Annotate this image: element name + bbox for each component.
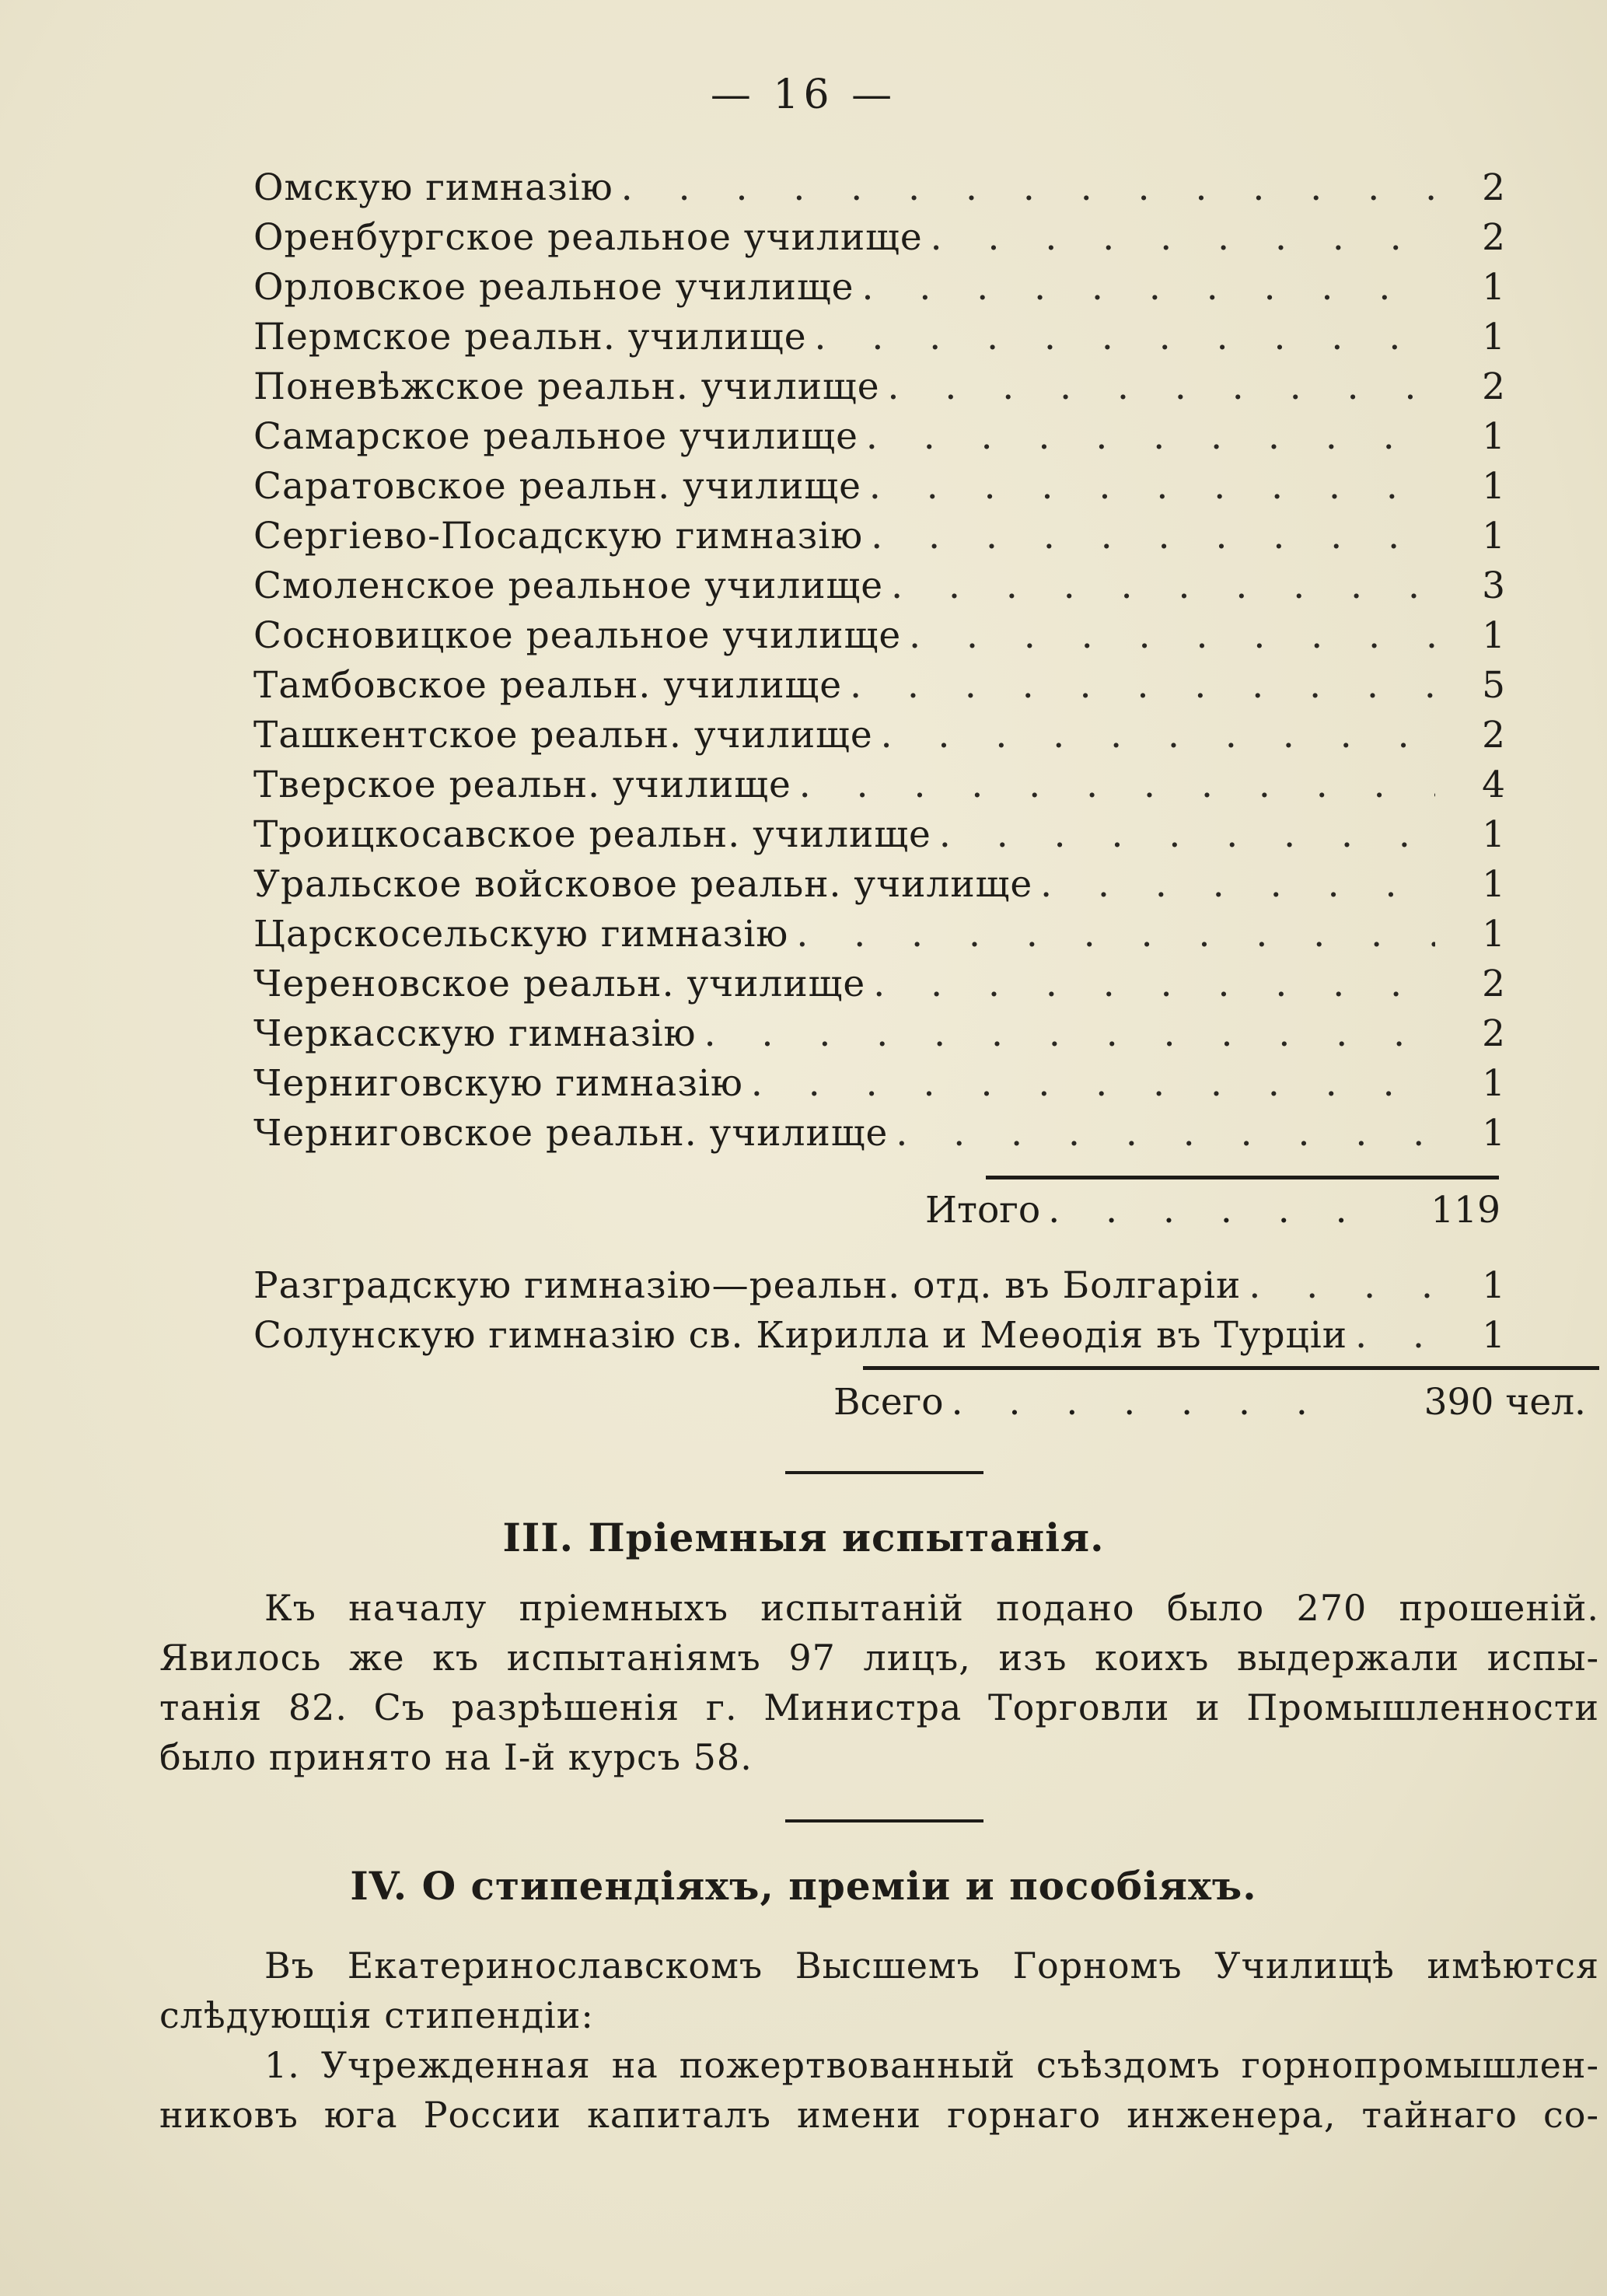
school-list (253, 163, 1505, 1158)
list-item (253, 959, 1505, 1009)
paragraph-line: было принято на I-й курсъ 58. (159, 1736, 753, 1778)
dot-leader (871, 512, 1435, 561)
subtotal-row (925, 1186, 1500, 1235)
section-divider (785, 1819, 983, 1822)
school-name: Саратовское реальн. училище (253, 465, 861, 508)
school-name: Разградскую гимназію—реальн. отд. въ Болгаріи (253, 1264, 1242, 1307)
section-heading: IV. О стипендіяхъ, преміи и пособіяхъ. (350, 1863, 1257, 1909)
list-item (253, 213, 1505, 263)
school-count: 2 (1482, 166, 1505, 209)
school-count: 5 (1482, 664, 1505, 707)
dot-leader (866, 412, 1435, 462)
section-heading: III. Пріемныя испытанія. (502, 1515, 1105, 1560)
grand-total-value: 390 чел. (1424, 1381, 1586, 1424)
list-item (253, 860, 1505, 910)
school-count: 1 (1482, 614, 1505, 657)
paragraph-line: 1. Учрежденная на пожертвованный съѣздомъ горнопромышлен- (264, 2044, 1599, 2086)
school-name: Омскую гимназію (253, 166, 613, 209)
paragraph-line: Явилось же къ испытаніямъ 97 лицъ, изъ коихъ выдержали испы- (159, 1637, 1599, 1679)
list-item (253, 611, 1505, 661)
dot-leader (704, 1009, 1435, 1059)
dot-leader (888, 362, 1435, 412)
dot-leader (751, 1059, 1435, 1109)
school-count: 1 (1482, 1314, 1505, 1357)
list-item (253, 1059, 1505, 1109)
school-count: 2 (1482, 1012, 1505, 1055)
dot-leader (815, 313, 1435, 362)
school-count: 2 (1482, 216, 1505, 259)
school-count: 1 (1482, 913, 1505, 956)
section-paragraph (159, 1941, 1599, 2140)
dot-leader (1249, 1261, 1435, 1311)
school-name: Тверское реальн. училище (253, 764, 791, 806)
dot-leader (896, 1109, 1435, 1158)
dot-leader (861, 263, 1435, 313)
school-name: Тамбовское реальн. училище (253, 664, 843, 707)
school-name: Троицкосавское реальн. училище (253, 813, 931, 856)
dot-leader (881, 711, 1435, 760)
school-name: Орловское реальное училище (253, 266, 854, 309)
section-divider (785, 1471, 983, 1474)
foreign-school-list (253, 1261, 1505, 1361)
section-paragraph (159, 1583, 1599, 1782)
list-item (253, 810, 1505, 860)
school-count: 1 (1482, 1112, 1505, 1155)
school-name: Поневѣжское реальн. училище (253, 365, 880, 408)
school-count: 1 (1482, 1264, 1505, 1307)
dot-leader (850, 661, 1435, 711)
list-item (253, 910, 1505, 959)
school-name: Сосновицкое реальное училище (253, 614, 902, 657)
list-item (253, 362, 1505, 412)
school-count: 2 (1482, 714, 1505, 757)
grand-total-label: Всего (833, 1381, 944, 1424)
paragraph-line: Къ началу пріемныхъ испытаній подано было 270 прошеній. (264, 1587, 1599, 1629)
school-name: Ташкентское реальн. училище (253, 714, 873, 757)
school-count: 1 (1482, 515, 1505, 557)
list-item (253, 561, 1505, 611)
paragraph-line: Въ Екатеринославскомъ Высшемъ Горномъ Училищѣ имѣются (264, 1945, 1599, 1987)
school-name: Смоленское реальное училище (253, 564, 884, 607)
dot-leader (796, 910, 1435, 959)
dot-leader (931, 213, 1435, 263)
subtotal-label: Итого (925, 1189, 1041, 1232)
dot-leader (1355, 1311, 1435, 1361)
dot-leader (891, 561, 1435, 611)
list-item (253, 1009, 1505, 1059)
list-item (253, 263, 1505, 313)
grand-total-row (833, 1378, 1586, 1428)
dot-leader (873, 959, 1435, 1009)
school-count: 1 (1482, 415, 1505, 458)
school-count: 4 (1482, 764, 1505, 806)
school-name: Пермское реальн. училище (253, 316, 807, 358)
school-name: Сергіево-Посадскую гимназію (253, 515, 864, 557)
school-name: Черкасскую гимназію (253, 1012, 697, 1055)
school-name: Череновское реальн. училище (253, 963, 866, 1005)
list-item (253, 163, 1505, 213)
school-name: Черниговское реальн. училище (253, 1112, 889, 1155)
grand-total-rule (863, 1366, 1599, 1370)
paragraph-line: слѣдующія стипендіи: (159, 1994, 594, 2036)
dot-leader (939, 810, 1435, 860)
dot-leader (909, 611, 1435, 661)
school-count: 1 (1482, 1062, 1505, 1105)
paragraph-line: никовъ юга России капиталъ имени горнаго инженера, тайнаго со- (159, 2094, 1599, 2136)
dot-leader (799, 760, 1435, 810)
list-item (253, 313, 1505, 362)
list-item (253, 661, 1505, 711)
school-name: Уральское войсковое реальн. училище (253, 863, 1033, 906)
school-count: 1 (1482, 316, 1505, 358)
dot-leader (869, 462, 1435, 512)
school-count: 1 (1482, 813, 1505, 856)
subtotal-value: 119 (1431, 1189, 1500, 1232)
dot-leader (1048, 1186, 1375, 1235)
school-name: Оренбургское реальное училище (253, 216, 923, 259)
list-item (253, 760, 1505, 810)
list-item (253, 462, 1505, 512)
school-count: 1 (1482, 863, 1505, 906)
list-item (253, 711, 1505, 760)
list-item (253, 1261, 1505, 1311)
dot-leader (1040, 860, 1435, 910)
school-count: 2 (1482, 963, 1505, 1005)
dot-leader (621, 163, 1435, 213)
dot-leader (952, 1378, 1340, 1428)
school-count: 2 (1482, 365, 1505, 408)
school-name: Солунскую гимназію св. Кирилла и Меѳодія въ Турціи (253, 1314, 1348, 1357)
school-count: 1 (1482, 266, 1505, 309)
list-item (253, 412, 1505, 462)
page-number: — 16 — (710, 72, 897, 118)
school-name: Самарское реальное училище (253, 415, 858, 458)
list-item (253, 1109, 1505, 1158)
school-name: Черниговскую гимназію (253, 1062, 743, 1105)
paragraph-line: танія 82. Съ разрѣшенія г. Министра Торговли и Промышленности (159, 1686, 1599, 1728)
school-name: Царскосельскую гимназію (253, 913, 789, 956)
subtotal-rule (986, 1176, 1499, 1179)
school-count: 1 (1482, 465, 1505, 508)
school-count: 3 (1482, 564, 1505, 607)
list-item (253, 512, 1505, 561)
list-item (253, 1311, 1505, 1361)
